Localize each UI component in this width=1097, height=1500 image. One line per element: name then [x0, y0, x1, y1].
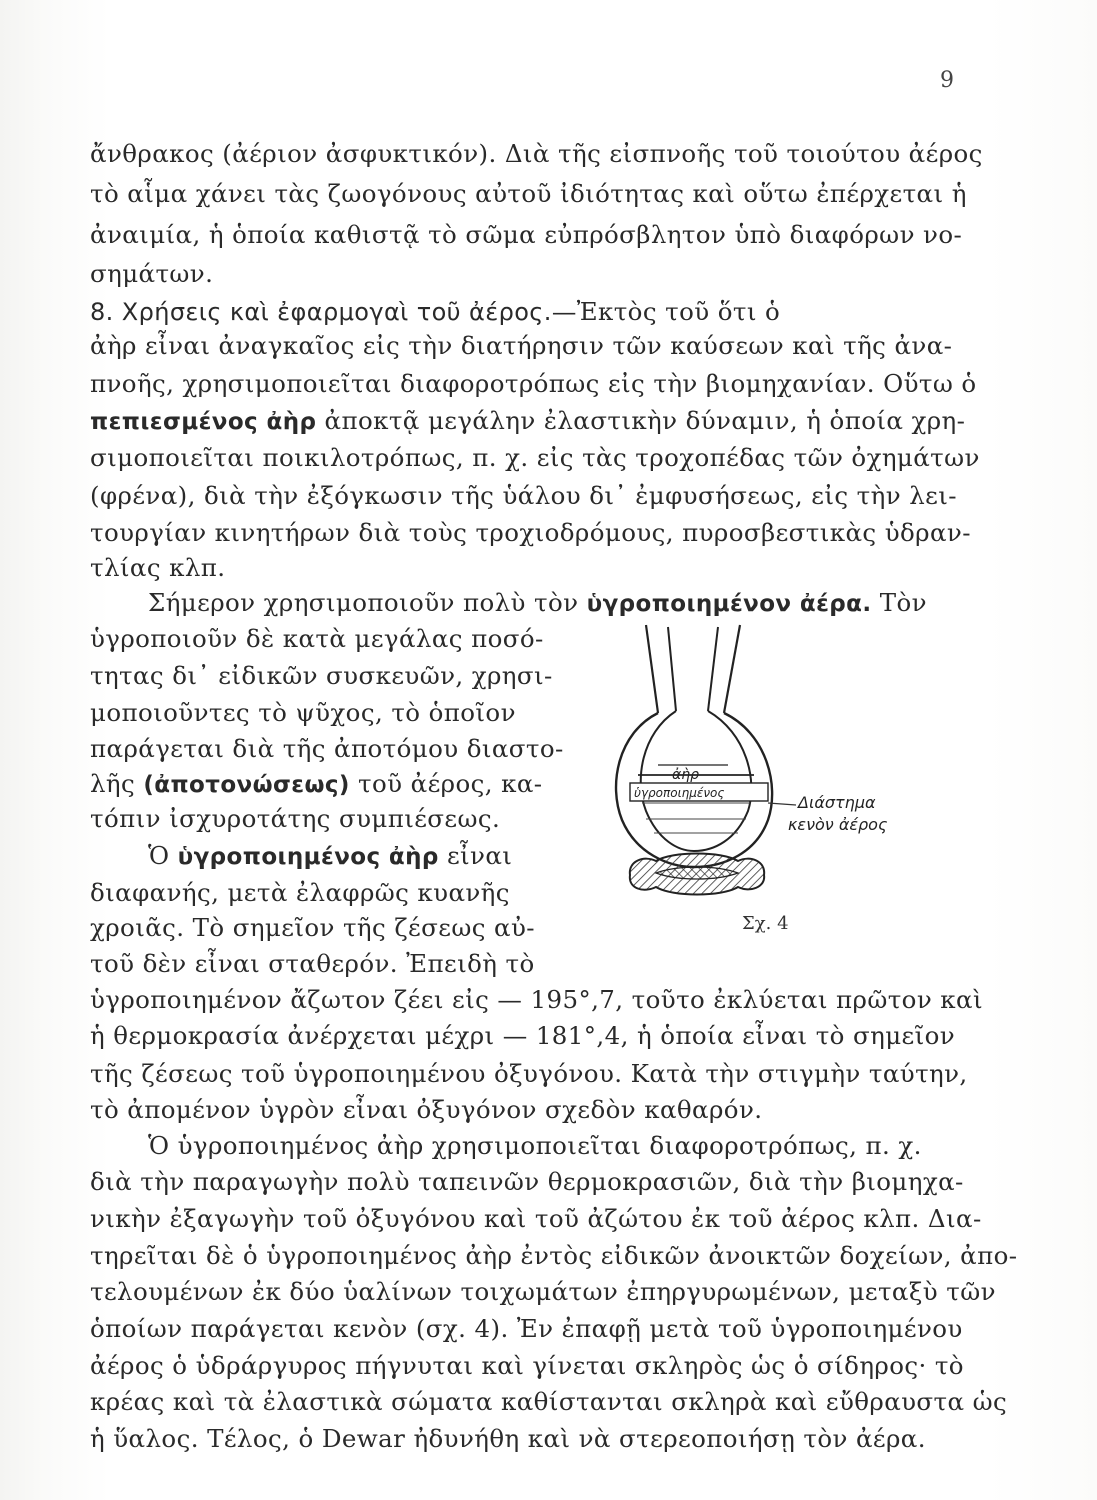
- text-line-with-bold: [148, 840, 512, 873]
- text-line: πνοῆς, χρησιμοποιεῖται διαφοροτρόπως εἰς τὴν βιομηχανίαν. Οὕτω ὁ: [90, 369, 977, 398]
- text-span: Τὸν: [879, 588, 927, 617]
- text-line: τλίας κλπ.: [90, 553, 226, 582]
- text-line: τελουμένων ἐκ δύο ὑαλίνων τοιχωμάτων ἐπηργυρωμένων, μεταξὺ τῶν: [90, 1277, 996, 1306]
- text-line: Ὁ ὑγροποιημένος ἀὴρ χρησιμοποιεῖται διαφοροτρόπως, π. χ.: [148, 1131, 922, 1160]
- text-line: ἀέρος ὁ ὑδράργυρος πήγνυται καὶ γίνεται σκληρὸς ὡς ὁ σίδηρος· τὸ: [90, 1351, 964, 1380]
- page-number: 9: [940, 68, 954, 93]
- text-line: τόπιν ἰσχυροτάτης συμπιέσεως.: [90, 804, 501, 833]
- figure-label-liquid: ὑγροποιημένος: [634, 786, 725, 800]
- text-line: σιμοποιεῖται ποικιλοτρόπως, π. χ. εἰς τὰς τροχοπέδας τῶν ὀχημάτων: [90, 443, 980, 472]
- text-span: λῆς: [90, 769, 136, 798]
- text-line: τοῦ δὲν εἶναι σταθερόν. Ἐπειδὴ τὸ: [90, 949, 535, 978]
- figure-label-gap-2: κενὸν ἀέρος: [788, 815, 888, 834]
- text-line: ἀναιμία, ἡ ὁποία καθιστᾷ τὸ σῶμα εὐπρόσβλητον ὑπὸ διαφόρων νο-: [90, 220, 963, 249]
- text-line: ὁποίων παράγεται κενὸν (σχ. 4). Ἐν ἐπαφῇ μετὰ τοῦ ὑγροποιημένου: [90, 1314, 963, 1343]
- text-span: Σήμερον χρησιμοποιοῦν πολὺ τὸν: [148, 588, 579, 617]
- bold-term: ὑγροποιημένος ἀὴρ: [177, 844, 439, 870]
- text-line: τηρεῖται δὲ ὁ ὑγροποιημένος ἀὴρ ἐντὸς εἰδικῶν ἀνοικτῶν δοχείων, ἀπο-: [90, 1241, 1018, 1270]
- text-line: ἡ θερμοκρασία ἀνέρχεται μέχρι — 181°,4, ἡ ὁποία εἶναι τὸ σημεῖον: [90, 1021, 956, 1050]
- text-line: διαφανής, μετὰ ἐλαφρῶς κυανῆς: [90, 878, 510, 907]
- text-line: ὑγροποιοῦν δὲ κατὰ μεγάλας ποσό-: [90, 624, 544, 653]
- text-line-with-bold: [90, 405, 990, 438]
- figure-label-gap-1: Διάστημα: [798, 793, 876, 812]
- text-span: τοῦ ἀέρος, κα-: [358, 769, 543, 798]
- text-line: (φρένα), διὰ τὴν ἐξόγκωσιν τῆς ὑάλου δι᾽ ἐμφυσήσεως, εἰς τὴν λει-: [90, 481, 957, 510]
- text-span: ἀποκτᾷ μεγάλην ἐλαστικὴν δύναμιν, ἡ ὁποία χρη-: [324, 406, 966, 435]
- text-line: μοποιοῦντες τὸ ψῦχος, τὸ ὁποῖον: [90, 698, 516, 727]
- text-line: νικὴν ἐξαγωγὴν τοῦ ὀξυγόνου καὶ τοῦ ἀζώτου ἐκ τοῦ ἀέρος κλπ. Δια-: [90, 1204, 982, 1233]
- text-line: διὰ τὴν παραγωγὴν πολὺ ταπεινῶν θερμοκρασιῶν, διὰ τὴν βιομηχα-: [90, 1167, 964, 1196]
- text-line: σημάτων.: [90, 259, 214, 288]
- text-line: τουργίαν κινητήρων διὰ τοὺς τροχιοδρόμους, πυροσβεστικὰς ὑδραν-: [90, 518, 971, 547]
- outer-neck-right: [724, 625, 740, 713]
- text-span: εἶναι: [446, 841, 513, 870]
- figure-caption: Σχ. 4: [742, 913, 789, 934]
- text-line: κρέας καὶ τὰ ἐλαστικὰ σώματα καθίστανται σκληρὰ καὶ εὔθραυστα ὡς: [90, 1387, 1008, 1416]
- text-line: παράγεται διὰ τῆς ἀποτόμου διαστο-: [90, 734, 564, 763]
- text-line-with-bold: [90, 768, 542, 801]
- text-line: ἀὴρ εἶναι ἀναγκαῖος εἰς τὴν διατήρησιν τῶν καύσεων καὶ τῆς ἀνα-: [90, 331, 953, 360]
- outer-neck-left: [646, 625, 658, 713]
- figure-dewar-flask: [598, 615, 948, 945]
- text-line: τῆς ζέσεως τοῦ ὑγροποιημένου ὀξυγόνου. Κατὰ τὴν στιγμὴν ταύτην,: [90, 1059, 968, 1088]
- text-line: ἄνθρακος (ἀέριον ἀσφυκτικόν). Διὰ τῆς εἰσπνοῆς τοῦ τοιούτου ἀέρος: [90, 139, 983, 168]
- section-heading: 8. Χρήσεις καὶ ἐφαρμογαὶ τοῦ ἀέρος.: [90, 298, 552, 326]
- text-line: ἡ ὕαλος. Τέλος, ὁ Dewar ἠδυνήθη καὶ νὰ στερεοποιήσῃ τὸν ἀέρα.: [90, 1424, 926, 1453]
- text-line: ὑγροποιημένον ἄζωτον ζέει εἰς — 195°,7, τοῦτο ἐκλύεται πρῶτον καὶ: [90, 985, 983, 1014]
- dewar-flask-drawing: [598, 615, 948, 945]
- text-line: τὸ αἷμα χάνει τὰς ζωογόνους αὐτοῦ ἰδιότητας καὶ οὕτω ἐπέρχεται ἡ: [90, 179, 967, 208]
- text-span: —Ἐκτὸς τοῦ ὅτι ὁ: [551, 297, 781, 326]
- bold-term: (ἀποτονώσεως): [143, 772, 350, 798]
- section-heading-line: [90, 296, 990, 328]
- bold-term: ὑγροποιημένον ἀέρα.: [586, 591, 872, 617]
- text-line: χροιᾶς. Τὸ σημεῖον τῆς ζέσεως αὐ-: [90, 913, 535, 942]
- text-span: Ὁ: [148, 841, 170, 870]
- text-line: τὸ ἀπομένον ὑγρὸν εἶναι ὀξυγόνον σχεδὸν καθαρόν.: [90, 1095, 763, 1124]
- inner-neck-right: [708, 627, 718, 711]
- text-line: τητας δι᾽ εἰδικῶν συσκευῶν, χρησι-: [90, 661, 553, 690]
- inner-neck-left: [668, 627, 676, 711]
- bold-term: πεπιεσμένος ἀὴρ: [90, 409, 317, 435]
- figure-label-air: ἀὴρ: [672, 767, 699, 783]
